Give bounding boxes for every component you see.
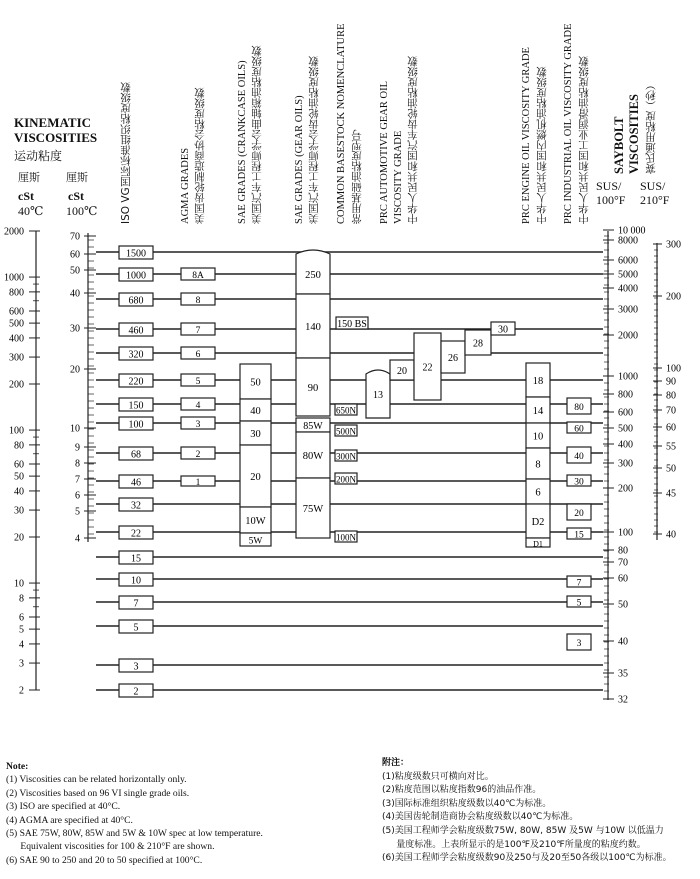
tick-label-sus100: 100 [618,527,633,539]
sae-crankcase-box-label: 30 [250,428,261,440]
iso-grade-box-label: 3 [133,661,139,673]
iso-header: ISO VG国际标准组织粘度级数 [120,82,132,224]
tick-label-cst100: 8 [75,458,80,470]
sae-crankcase-box-label: 40 [250,405,261,417]
agma-grade-box-label: 4 [195,400,201,411]
note-line: (4) AGMA are specified at 40°C. [6,814,133,826]
col40-unit: cSt [18,189,34,203]
basestock-box-label: 150 BS [337,318,367,330]
tick-label-sus100: 3000 [618,304,638,316]
notes-english-title: Note: [6,761,29,772]
notes-chinese-title: 附注： [382,758,410,768]
prc-industrial-box-label: 30 [574,477,584,488]
prc-engine-box-label: D1 [533,539,543,549]
sae-crankcase-box-label: 20 [250,471,261,483]
tick-label-cst100: 7 [75,474,80,486]
col100-temp: 100℃ [66,204,98,218]
basestock-header-cn: 常用基础油粘度型号 [351,129,363,224]
prc-gear-header: PRC AUTOMOTIVE GEAR OIL [379,80,390,224]
tick-label-cst40: 100 [9,425,24,437]
note-line: (3) ISO are specified at 40°C. [6,801,121,813]
tick-label-sus100: 500 [618,423,633,435]
prc-gear-box-label: 26 [448,352,458,364]
agma-grade-box-label: 8A [192,270,204,281]
tick-label-cst100: 30 [70,323,80,335]
col40-temp: 40℃ [18,204,44,218]
sae-gear-box-label: 80W [302,450,324,462]
tick-label-sus100: 5000 [618,269,638,281]
saybolt-header: SAYBOLT [612,116,626,174]
prc-engine-box-label: 10 [532,431,544,443]
tick-label-cst100: 6 [75,490,80,502]
agma-grade-box-label: 6 [195,349,201,360]
kinematic-title: KINEMATIC VISCOSITIES [14,115,98,145]
basestock-header: COMMON BASESTOCK NOMENCLATURE [336,23,347,224]
prc-industrial-header-cn: 中华人民共和国工业润滑油粘度级数 [578,56,590,224]
tick-label-cst40: 5 [19,624,24,636]
tick-label-sus210: 55 [666,441,676,453]
saybolt-header-cn: 赛氏通用粘度（秒） [645,79,657,174]
tick-label-sus210: 70 [666,405,676,417]
notes-chinese [382,757,672,866]
tick-label-cst40: 6 [19,612,24,624]
agma-header: AGMA GRADES [180,147,191,224]
basestock-box-label: 200N [336,474,356,485]
tick-label-sus100: 40 [618,636,628,648]
note-line-cn: (4)美国齿轮制造商协会粘度级数以40℃为标准。 [382,812,579,823]
tick-label-cst40: 600 [9,306,24,318]
prc-engine-header: PRC ENGINE OIL VISCOSITY GRADE [521,47,532,224]
iso-grade-box-label: 46 [131,477,141,489]
iso-grade-box-label: 2 [133,686,139,698]
tick-label-cst40: 3 [19,658,24,670]
sae-crankcase-box-label: 5W [248,536,263,547]
sae-crankcase-header: SAE GRADES (CRANKCASE OILS) [237,60,248,224]
prc-engine-box-label: 8 [535,459,541,471]
note-line: Equivalent viscosities for 100 & 210°F are shown. [6,841,215,853]
col100-cn: 厘斯 [66,171,88,184]
tick-label-sus100: 60 [618,573,628,585]
sae-gear-box-label: 90 [307,382,319,394]
iso-grade-box-label: 1000 [126,270,146,282]
tick-label-sus100: 70 [618,557,628,569]
tick-label-cst40: 500 [9,318,24,330]
iso-grade-box-label: 320 [128,349,144,361]
kinematic-title-cn: 运动粘度 [14,149,63,163]
tick-label-cst40: 1000 [4,272,24,284]
iso-grade-box-label: 7 [133,598,139,610]
iso-grade-box-label: 680 [128,295,144,307]
tick-label-sus100: 400 [618,439,633,451]
basestock-box-label: 100N [336,532,356,543]
prc-industrial-box-label: 3 [576,638,582,649]
sus100-label: SUS/ 100°F [596,179,626,207]
tick-label-cst40: 8 [19,593,24,605]
tick-label-sus100: 300 [618,458,633,470]
tick-label-sus100: 800 [618,389,633,401]
iso-grade-box-label: 1500 [126,248,146,260]
tick-label-sus100: 200 [618,483,633,495]
agma-grade-box-label: 7 [195,325,201,336]
tick-label-sus210: 40 [666,529,676,541]
note-line-cn: (5)美国工程师学会粘度级数75W, 80W, 85W 及5W 与10W 以低温力 [382,825,664,836]
prc-industrial-header: PRC INDUSTRIAL OIL VISCOSITY GRADE [563,23,574,224]
tick-label-cst100: 40 [70,288,80,300]
tick-label-sus210: 90 [666,376,676,388]
sae-crankcase-box-label: 50 [250,377,261,389]
tick-label-cst40: 300 [9,352,24,364]
agma-grade-box-label: 5 [195,376,201,387]
iso-grade-box-label: 10 [131,575,141,587]
agma-grade-box-label: 2 [195,449,201,460]
prc-industrial-box-label: 20 [574,508,584,519]
iso-grade-box-label: 460 [128,325,144,337]
sae-crankcase-header-cn: 美国汽车工程师学会曲轴箱油粘度级数 [251,45,263,224]
prc-industrial-box-label: 60 [574,424,584,435]
tick-label-cst40: 80 [14,440,24,452]
tick-label-cst100: 4 [75,533,80,545]
iso-grade-box-label: 22 [131,528,141,540]
col40-cn: 厘斯 [18,171,40,184]
basestock-box-label: 500N [336,426,356,437]
prc-industrial-box-label: 80 [574,402,584,413]
tick-label-sus100: 600 [618,407,633,419]
note-line-cn: (1)粘度级数只可横向对比。 [382,771,494,782]
prc-industrial-box-label: 7 [576,578,582,589]
tick-label-cst40: 400 [9,333,24,345]
tick-label-cst40: 20 [14,532,24,544]
tick-label-sus100: 4000 [618,283,638,295]
tick-label-sus100: 2000 [618,330,638,342]
saybolt-header-2: VISCOSITIES [627,94,641,174]
tick-label-cst100: 20 [70,364,80,376]
prc-gear-box-label: 30 [498,324,508,336]
tick-label-cst100: 9 [75,442,80,454]
prc-gear-header-cn: 中华人民共和国汽车齿轮油粘度级数 [407,56,419,224]
prc-engine-box-label: 6 [535,487,541,499]
iso-grade-box-label: 5 [133,622,139,634]
tick-label-cst40: 30 [14,505,24,517]
note-line-cn: (2)粘度范围以粘度指数96的油品作准。 [382,785,542,796]
agma-grade-box-label: 8 [195,295,201,306]
prc-engine-box-label: 18 [532,375,544,387]
tick-label-cst40: 800 [9,287,24,299]
tick-label-cst40: 50 [14,471,24,483]
basestock-box-label: 300N [336,451,356,462]
note-line-cn: (6)美国工程师学会粘度级数90及250与及20至50各级以100℃为标准。 [382,853,672,864]
tick-label-cst40: 60 [14,459,24,471]
tick-label-sus100: 80 [618,545,628,557]
tick-label-sus100: 1000 [618,371,638,383]
sae-gear-box-top-label: 250 [305,270,321,281]
tick-label-cst40: 40 [14,486,24,498]
tick-label-cst40: 2000 [4,226,24,238]
sae-gear-box-label: 140 [305,321,321,333]
tick-label-cst100: 60 [70,249,80,261]
prc-engine-box-label: 14 [532,405,544,417]
tick-label-sus100: 50 [618,599,628,611]
tick-label-cst40: 4 [19,639,24,651]
prc-gear-box-label: 13 [373,390,383,401]
tick-label-sus100: 10 000 [618,225,646,237]
note-line: (6) SAE 90 to 250 and 20 to 50 specified at 100°C. [6,854,203,866]
tick-label-cst40: 10 [14,578,24,590]
tick-label-cst40: 200 [9,379,24,391]
tick-label-sus210: 45 [666,488,676,500]
sae-gear-header-cn: 美国汽车工程师学会齿轮油粘度级数 [308,56,320,224]
tick-label-sus100: 6000 [618,255,638,267]
tick-label-sus210: 200 [666,291,681,303]
prc-gear-header-2: VISCOSITY GRADE [393,130,404,224]
note-line: (5) SAE 75W, 80W, 85W and 5W & 10W spec at low temperature. [6,828,263,840]
sae-gear-box-label: 75W [302,503,324,515]
sae-gear-header: SAE GRADES (GEAR OILS) [294,95,305,224]
tick-label-cst100: 10 [70,423,80,435]
tick-label-cst40: 2 [19,685,24,697]
tick-label-sus100: 35 [618,668,628,680]
prc-gear-box-label: 20 [397,365,407,377]
tick-label-cst100: 5 [75,506,80,518]
iso-grade-box-label: 15 [131,553,141,565]
prc-industrial-box-label: 15 [574,530,584,541]
iso-grade-box-label: 220 [128,376,144,388]
tick-label-sus100: 32 [618,694,628,706]
col100-unit: cSt [68,189,84,203]
prc-engine-box-label: D2 [531,516,545,528]
note-line-cn: (3)国际标准组织粘度级数以40℃为标准。 [382,798,552,809]
agma-grade-box-label: 1 [195,476,201,487]
sae-crankcase-box-label: 10W [245,515,266,527]
note-line-cn: 量度标准。上表所显示的是100℉及210℉所量度的粘度约数。 [382,839,646,850]
tick-label-sus210: 80 [666,390,676,402]
sae-gear-box-label: 85W [303,420,323,432]
iso-grade-box-label: 150 [128,400,144,412]
sus210-label: SUS/ 210°F [640,179,670,207]
prc-industrial-box-label: 40 [574,451,584,462]
notes-english [6,760,263,867]
prc-gear-box-label: 28 [473,338,483,350]
prc-industrial-box-label: 5 [576,598,582,609]
note-line: (1) Viscosities can be related horizontally only. [6,774,187,786]
tick-label-sus100: 8000 [618,235,638,247]
tick-label-sus210: 300 [666,239,681,251]
agma-grade-box-label: 3 [195,419,201,430]
iso-grade-box-label: 100 [128,419,144,431]
tick-label-cst100: 70 [70,231,80,243]
tick-label-cst100: 50 [70,265,80,277]
tick-label-sus210: 50 [666,463,676,475]
tick-label-sus210: 60 [666,422,676,434]
tick-label-sus210: 100 [666,363,681,375]
basestock-box-label: 650N [336,405,356,416]
note-line: (2) Viscosities based on 96 VI single grade oils. [6,787,190,799]
iso-grade-box-label: 68 [131,449,141,461]
iso-grade-box-label: 32 [131,500,141,512]
prc-gear-box-label: 22 [422,362,433,374]
agma-header-cn: 美国齿轮制造商协会粘度级数 [194,87,206,224]
prc-engine-header-cn: 中华人民共和国内燃机油粘度级数 [536,66,548,224]
